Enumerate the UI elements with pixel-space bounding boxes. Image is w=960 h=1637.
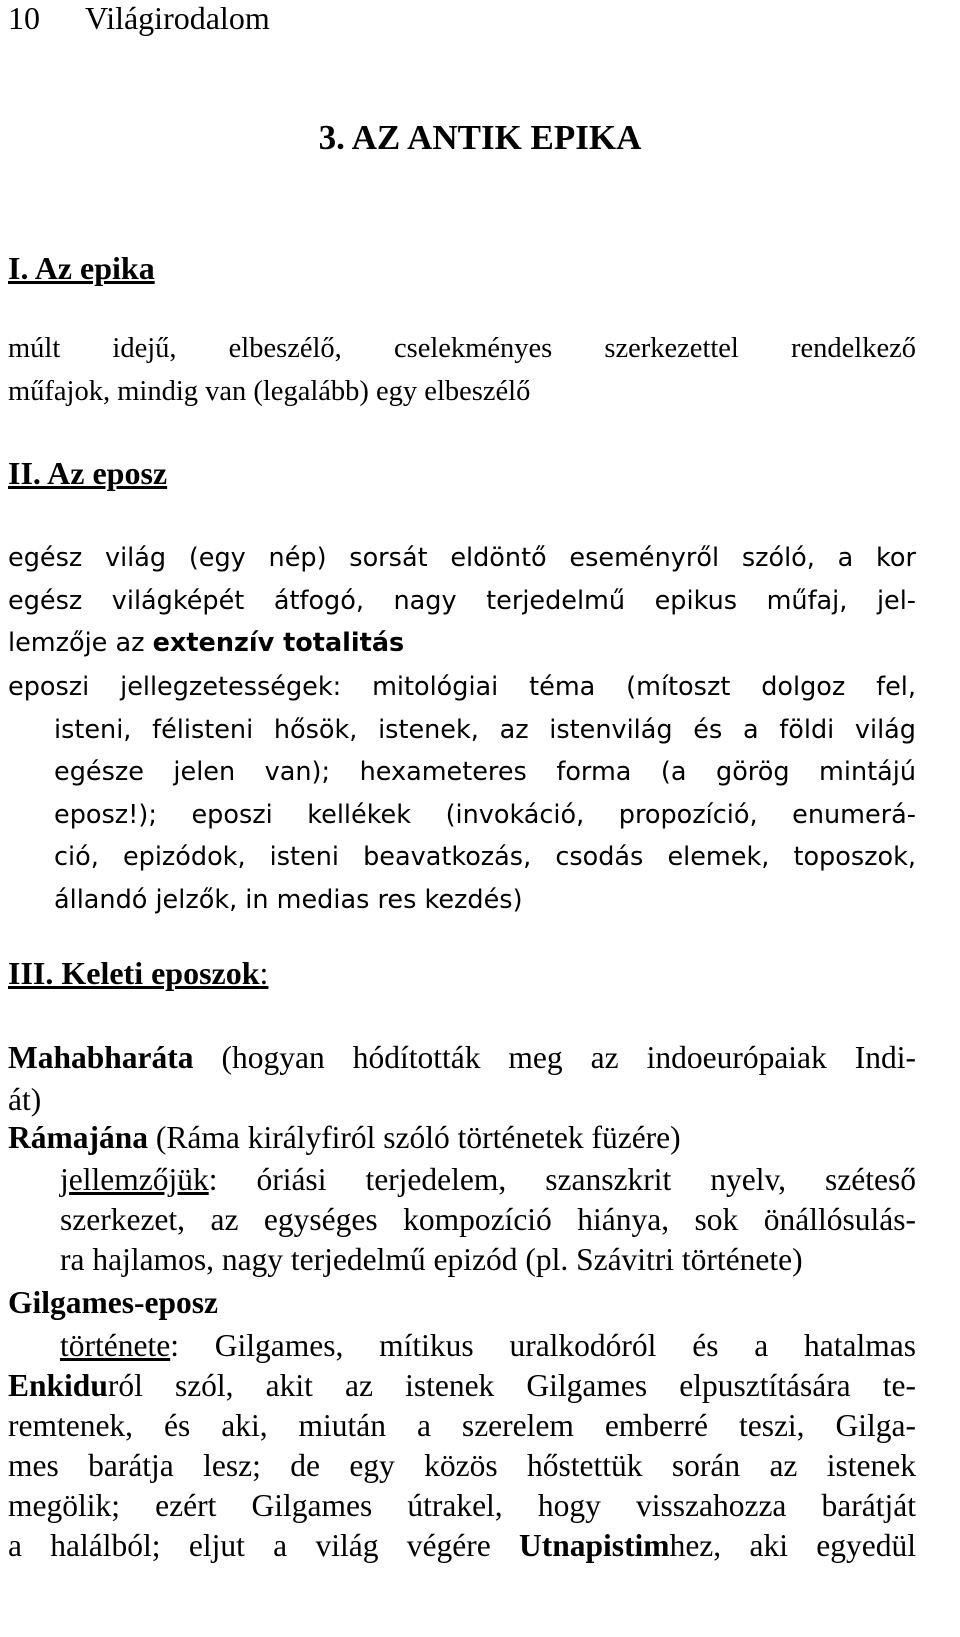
jellemzojuk-label: jellemzőjük bbox=[60, 1162, 209, 1197]
tortenete-text-6b: hez, aki egyedül bbox=[669, 1528, 916, 1563]
mahabharata-line-1 bbox=[8, 1037, 916, 1079]
eposz-line-1: egész világ (egy nép) sorsát eldöntő eseményről szóló, a kor bbox=[8, 543, 916, 573]
tortenete-line-6 bbox=[8, 1526, 916, 1566]
jellemzojuk-line-1 bbox=[60, 1160, 916, 1200]
tortenete-text-1: : Gilgames, mítikus uralkodóról és a hatalmas bbox=[170, 1328, 916, 1363]
epika-line-1: múlt idejű, elbeszélő, cselekményes szerkezettel rendelkező bbox=[8, 333, 916, 364]
tortenete-body bbox=[8, 1366, 916, 1566]
features-line-2: isteni, félisteni hősök, istenek, az istenvilág és a földi világ bbox=[54, 714, 916, 745]
features-line-4: eposz!); eposzi kellékek (invokáció, propozíció, enumerá- bbox=[54, 799, 916, 830]
features-line-5: ció, epizódok, isteni beavatkozás, csodás elemek, toposzok, bbox=[54, 842, 916, 872]
features-line-3: egésze jelen van); hexameteres forma (a görög mintájú bbox=[54, 757, 916, 787]
jellemzojuk-line-3: ra hajlamos, nagy terjedelmű epizód (pl. Szávitri története) bbox=[60, 1242, 803, 1277]
eposz-line-3 bbox=[8, 622, 916, 665]
section-heading-eposz: II. Az eposz bbox=[8, 455, 168, 491]
features-line-1: eposzi jellegzetességek: mitológiai téma (mítoszt dolgoz fel, bbox=[8, 672, 916, 702]
features-line-6: állandó jelzők, in medias res kezdés) bbox=[54, 884, 523, 915]
eposz-features bbox=[8, 666, 916, 921]
keleti-heading-colon: : bbox=[259, 955, 269, 991]
mahabharata-desc-1: (hogyan hódították meg az indoeurópaiak Indi- bbox=[193, 1040, 916, 1075]
tortenete-entry bbox=[60, 1326, 916, 1366]
section-heading-epika: I. Az epika bbox=[8, 250, 155, 286]
keleti-heading-text: III. Keleti eposzok bbox=[8, 955, 260, 991]
jellemzojuk-line-2: szerkezet, az egységes kompozíció hiánya, sok önállósulás- bbox=[60, 1202, 916, 1237]
running-title: Világirodalom bbox=[85, 0, 270, 36]
tortenete-line-4: mes barátja lesz; de egy közös hőstettük során az istenek bbox=[8, 1448, 916, 1483]
eposz-definition bbox=[8, 537, 916, 665]
mahabharata-entry bbox=[8, 1037, 916, 1120]
page-header bbox=[8, 0, 270, 36]
ramajana-line bbox=[8, 1118, 916, 1158]
jellemzojuk-entry bbox=[60, 1160, 916, 1280]
epika-definition bbox=[8, 328, 916, 413]
gilgames-heading-entry bbox=[8, 1283, 916, 1323]
features-continuation bbox=[8, 709, 916, 922]
tortenete-text-2: ról szól, akit az istenek Gilgames elpusztítására te- bbox=[107, 1368, 916, 1403]
extenziv-totalitas: extenzív totalitás bbox=[152, 628, 405, 658]
tortenete-text-6a: a halálból; eljut a világ végére bbox=[8, 1528, 520, 1563]
mahabharata-title: Mahabharáta bbox=[8, 1040, 194, 1075]
tortenete-line-5: megölik; ezért Gilgames útrakel, hogy visszahozza barátját bbox=[8, 1488, 916, 1523]
epika-line-2: műfajok, mindig van (legalább) egy elbeszélő bbox=[8, 375, 531, 407]
utnapistim-name: Utnapistim bbox=[519, 1528, 670, 1563]
tortenete-line-3: remtenek, és aki, miután a szerelem emberré teszi, Gilga- bbox=[8, 1408, 916, 1443]
tortenete-label: története bbox=[60, 1328, 171, 1363]
section-heading-keleti bbox=[8, 955, 268, 991]
tortenete-line-2 bbox=[8, 1366, 916, 1406]
mahabharata-desc-2: át) bbox=[8, 1081, 42, 1117]
eposz-line-2: egész világképét átfogó, nagy terjedelmű epikus műfaj, jel- bbox=[8, 585, 916, 616]
ramajana-entry bbox=[8, 1118, 916, 1158]
enkidu-name: Enkidu bbox=[8, 1368, 108, 1403]
ramajana-desc: (Ráma királyfiról szóló történetek füzére) bbox=[148, 1120, 681, 1155]
chapter-title: 3. AZ ANTIK EPIKA bbox=[318, 118, 642, 157]
jellemzojuk-text-1: : óriási terjedelem, szanszkrit nyelv, széteső bbox=[208, 1162, 916, 1197]
page-number: 10 bbox=[8, 0, 40, 36]
tortenete-line-1 bbox=[60, 1326, 916, 1366]
ramajana-title: Rámajána bbox=[8, 1120, 148, 1155]
gilgames-title: Gilgames-eposz bbox=[8, 1285, 218, 1320]
eposz-line-3-prefix: lemzője az bbox=[8, 628, 153, 658]
